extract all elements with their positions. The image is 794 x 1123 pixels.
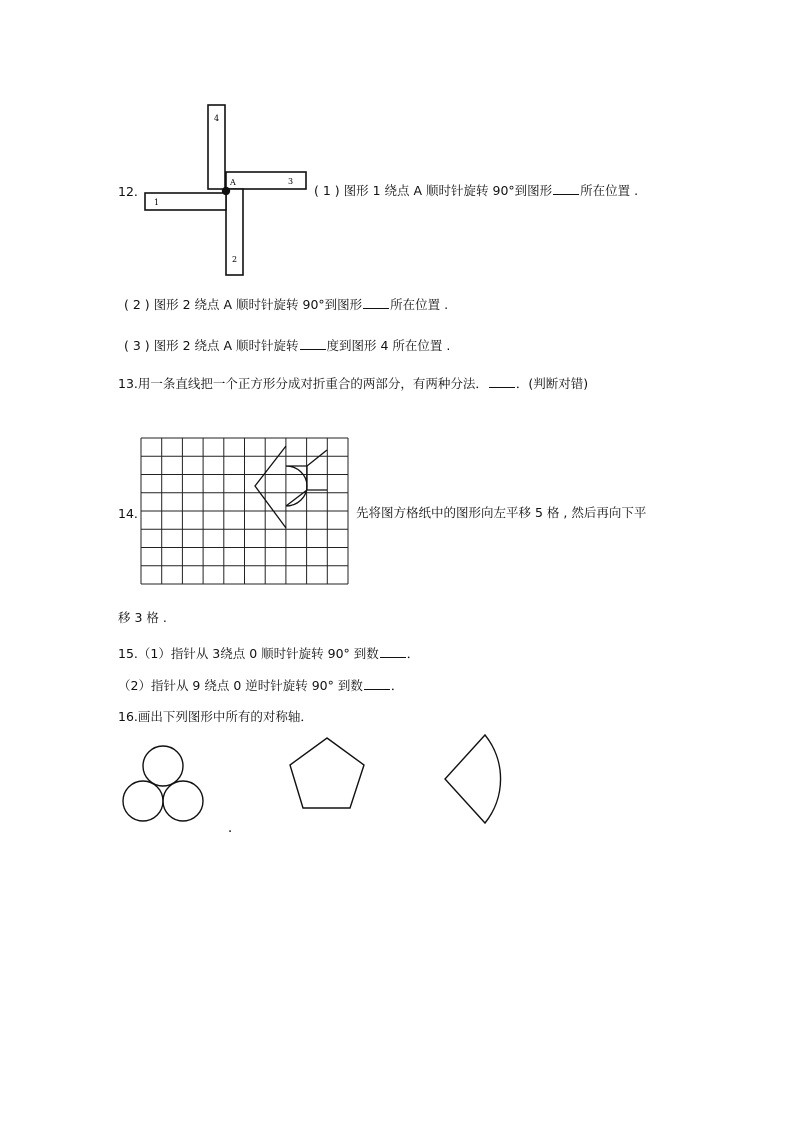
q16-trailing-dot: . <box>228 821 233 836</box>
q12-part3-post: 度到图形 4 所在位置 . <box>326 338 451 353</box>
q15-part2-post: ． <box>390 678 404 693</box>
q16-three-circles-left <box>123 781 163 821</box>
q13-text-pre: 13.用一条直线把一个正方形分成对折重合的两部分，有两种分法． <box>118 376 488 391</box>
q12-label-a: A <box>230 178 236 187</box>
q15-part1-pre: 15.（1）指针从 3绕点 0 顺时针旋转 90° 到数 <box>118 646 379 661</box>
q16-text: 16.画出下列图形中所有的对称轴． <box>118 709 313 724</box>
q12-label-2: 2 <box>232 255 238 264</box>
q12-part1-pre: ( 1 ) 图形 1 绕点 A 顺时针旋转 90°到图形 <box>314 183 553 198</box>
q16-pentagon <box>290 738 364 808</box>
q13-text-post: ．(判断对错) <box>515 376 589 391</box>
q12-number: 12. <box>118 184 138 199</box>
q12-label-4: 4 <box>214 114 220 123</box>
q14-text-line1: 先将图方格纸中的图形向左平移 5 格 , 然后再向下平 <box>356 505 647 520</box>
q14-text-line2: 移 3 格 . <box>118 610 167 625</box>
q12-part2-post: 所在位置 . <box>390 297 449 312</box>
q14-number: 14. <box>118 506 138 521</box>
q12-label-3: 3 <box>288 177 294 186</box>
q15-part2-pre: （2）指针从 9 绕点 0 逆时针旋转 90° 到数 <box>118 678 363 693</box>
q12-part1-post: 所在位置 . <box>580 183 639 198</box>
q16-three-circles-top <box>143 746 183 786</box>
q12-part2-pre: ( 2 ) 图形 2 绕点 A 顺时针旋转 90°到图形 <box>124 297 363 312</box>
q12-part3-pre: ( 3 ) 图形 2 绕点 A 顺时针旋转 <box>124 338 299 353</box>
q16-three-circles-right <box>163 781 203 821</box>
q12-label-1: 1 <box>154 198 160 207</box>
q16-sector <box>445 735 501 823</box>
q15-part1-post: ． <box>406 646 420 661</box>
